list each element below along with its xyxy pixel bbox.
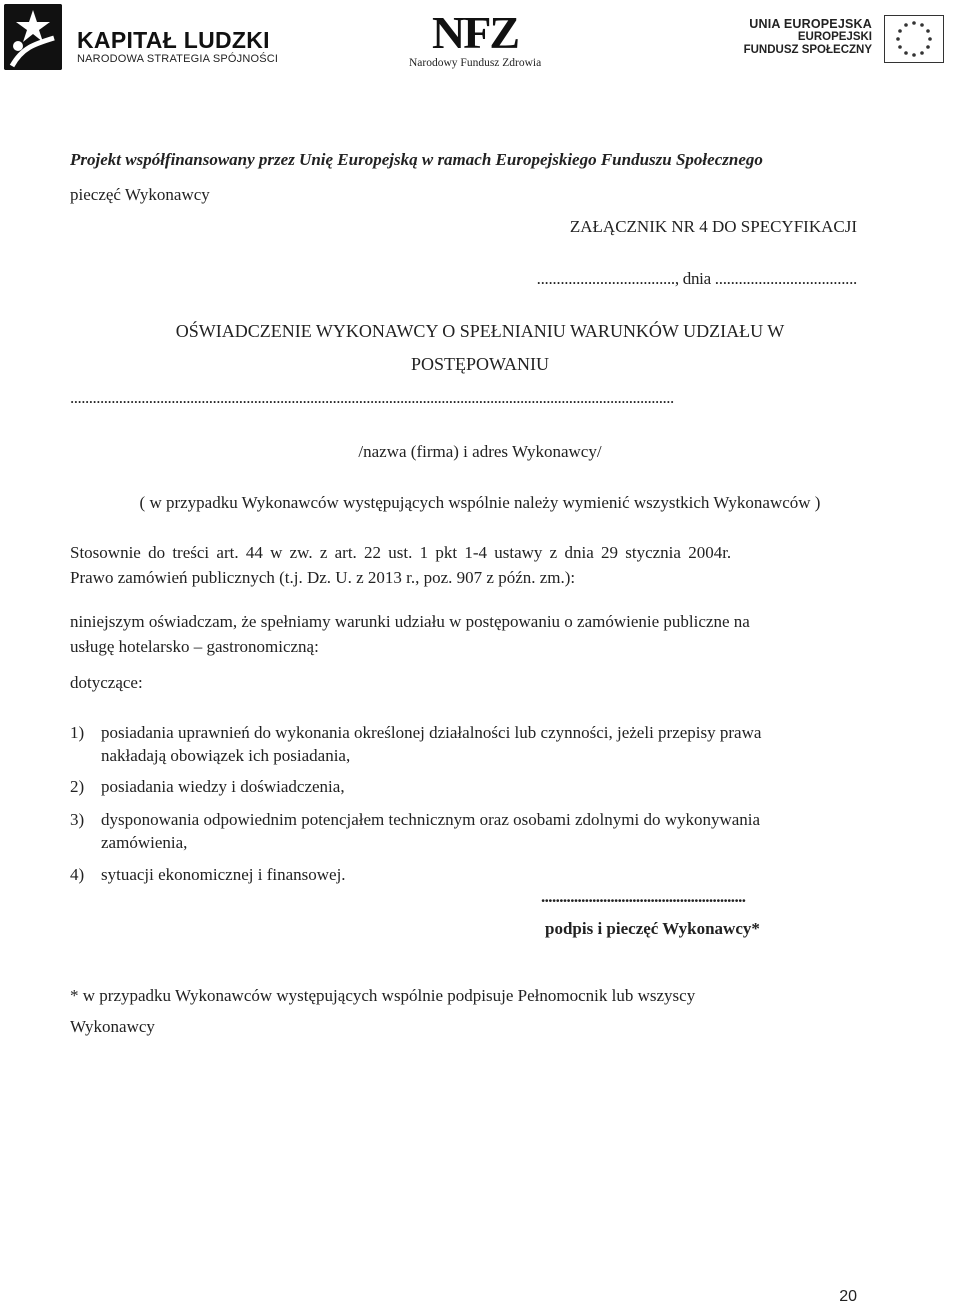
kapital-ludzki-title: KAPITAŁ LUDZKI	[77, 27, 270, 53]
eu-flag-icon	[884, 15, 944, 63]
eu-logo-line2: EUROPEJSKI	[797, 31, 872, 43]
condition-text: sytuacji ekonomicznej i finansowej.	[101, 865, 346, 884]
condition-text: dysponowania odpowiednim potencjałem technicznym oraz osobami zdolnymi do wykonywania	[101, 810, 761, 829]
eu-logo-line3: FUNDUSZ SPOŁECZNY	[743, 44, 872, 56]
signature-dots: ........................................................	[541, 887, 746, 906]
nfz-logo-subtitle: Narodowy Fundusz Zdrowia	[409, 57, 542, 69]
nfz-logo-mark: NFZ	[432, 7, 518, 58]
concerning-label: dotyczące:	[70, 673, 143, 692]
condition-number: 4)	[70, 865, 85, 884]
cofinancing-note: Projekt współfinansowany przez Unię Europejską w ramach Europejskiego Funduszu Społecznego	[70, 150, 763, 169]
page-number: 20	[839, 1288, 857, 1305]
place-date-line: ..................................., dnia ....................................	[536, 269, 857, 288]
condition-number: 3)	[70, 810, 85, 829]
condition-number: 2)	[70, 777, 85, 796]
declaration-line1: niniejszym oświadczam, że spełniamy warunki udziału w postępowaniu o zamówienie publiczne na	[70, 612, 750, 631]
annex-label: ZAŁĄCZNIK NR 4 DO SPECYFIKACJI	[569, 217, 857, 236]
legal-basis-line2: Prawo zamówień publicznych (t.j. Dz. U. z 2013 r., poz. 907 z późn. zm.):	[70, 568, 576, 587]
footnote-line1: * w przypadku Wykonawców występujących wspólnie podpisuje Pełnomocnik lub wszyscy	[70, 986, 696, 1005]
condition-text-cont: zamówienia,	[101, 833, 188, 852]
condition-text: posiadania wiedzy i doświadczenia,	[101, 777, 345, 796]
condition-text: posiadania uprawnień do wykonania określonej działalności lub czynności, jeżeli przepisy prawa	[101, 723, 762, 742]
stamp-label: pieczęć Wykonawcy	[70, 185, 210, 204]
condition-number: 1)	[70, 723, 85, 742]
contractor-caption: /nazwa (firma) i adres Wykonawcy/	[358, 442, 602, 461]
eu-logo-text	[744, 18, 872, 57]
footnote-line2: Wykonawcy	[70, 1017, 155, 1036]
legal-basis-line1: Stosownie do treści art. 44 w zw. z art. 22 ust. 1 pkt 1-4 ustawy z dnia 29 stycznia 2004r.	[70, 543, 732, 562]
declaration-line2: usługę hotelarsko – gastronomiczną:	[70, 637, 319, 656]
kapital-ludzki-subtitle: NARODOWA STRATEGIA SPÓJNOŚCI	[77, 53, 279, 65]
contractor-name-dots: .................................................................................................................................................................	[70, 388, 674, 407]
eu-logo-line1: UNIA EUROPEJSKA	[749, 17, 872, 31]
kapital-ludzki-logo-icon	[4, 4, 62, 70]
signature-label: podpis i pieczęć Wykonawcy*	[545, 919, 760, 938]
condition-text-cont: nakładają obowiązek ich posiadania,	[101, 746, 351, 765]
document-title-line2: POSTĘPOWANIU	[410, 354, 549, 374]
joint-contractors-note: ( w przypadku Wykonawców występujących wspólnie należy wymienić wszystkich Wykonawców )	[139, 493, 821, 512]
document-title-line1: OŚWIADCZENIE WYKONAWCY O SPEŁNIANIU WARUNKÓW UDZIAŁU W	[175, 321, 785, 341]
